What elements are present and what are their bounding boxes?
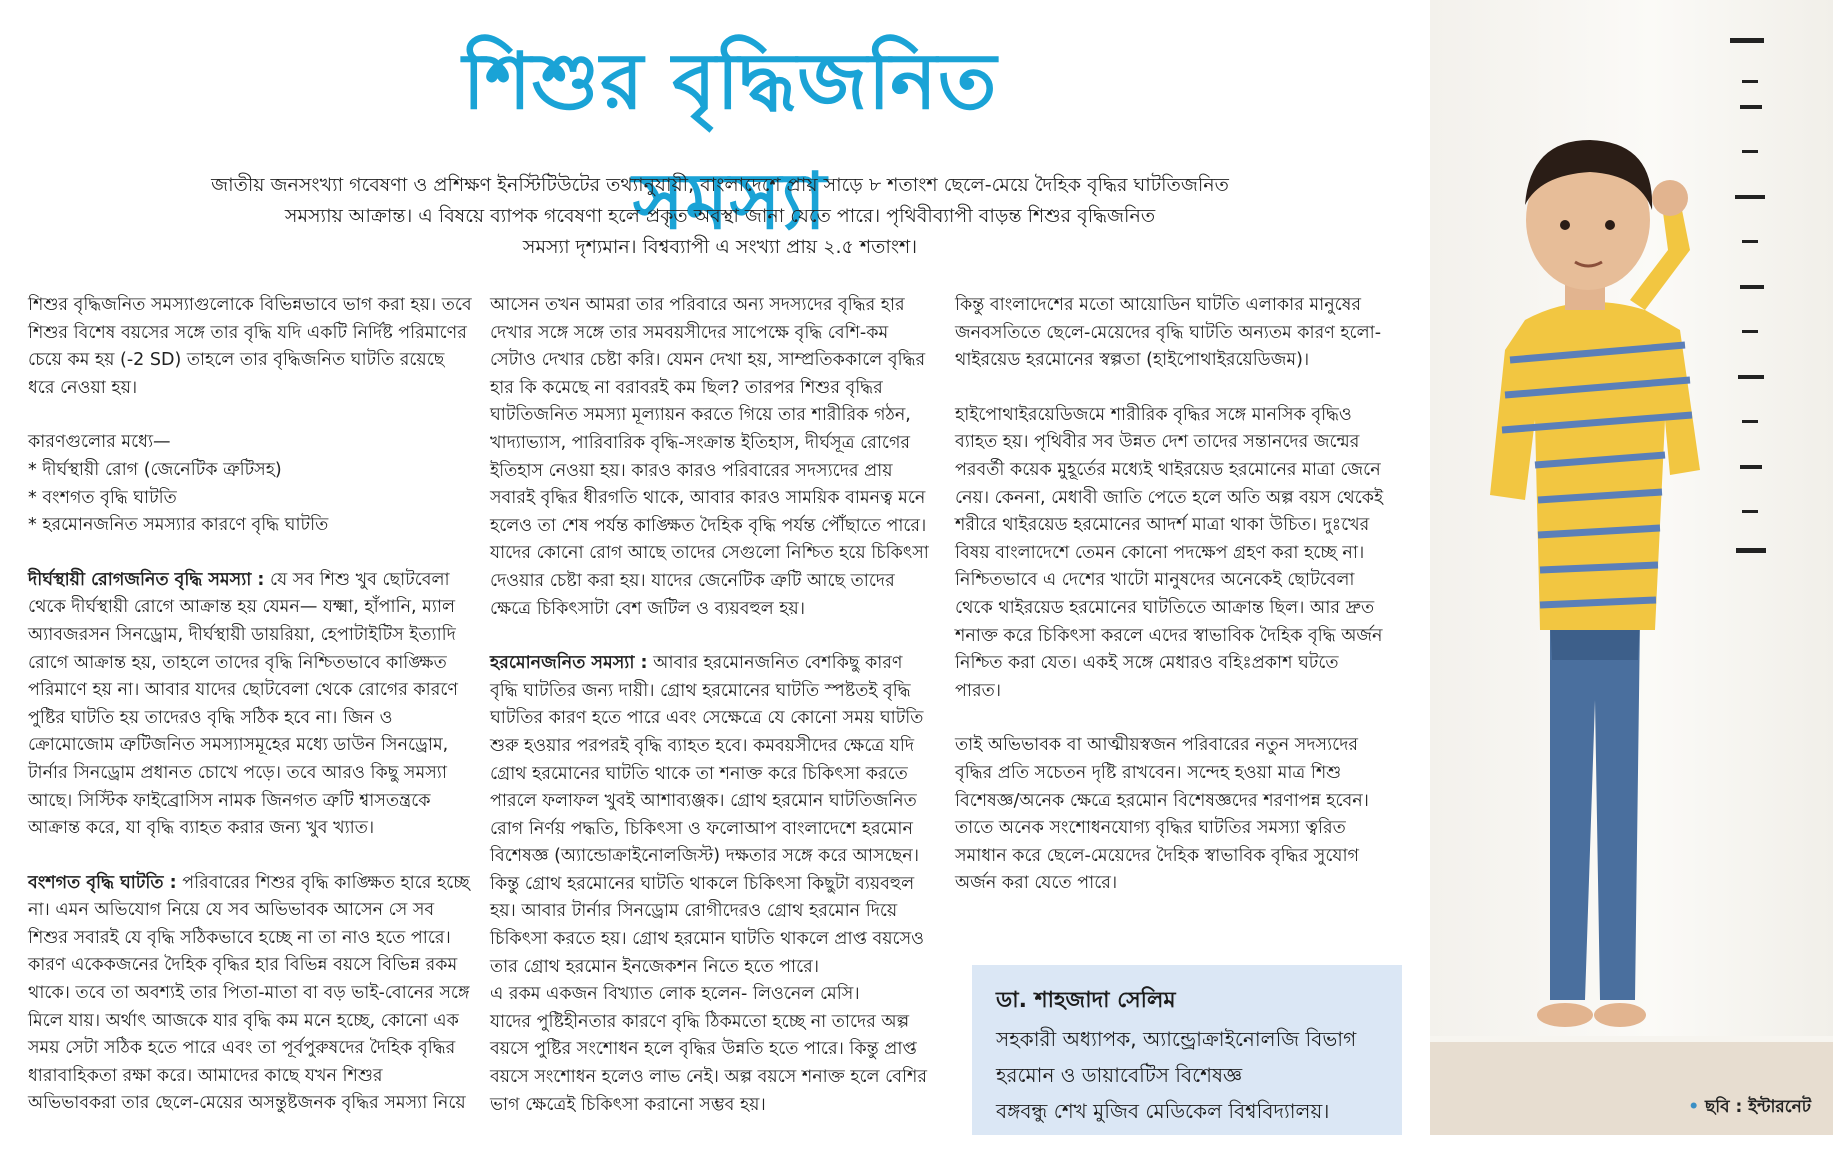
intro-lead — [160, 170, 1280, 263]
paragraph-chronic-disease — [28, 567, 473, 843]
child-height-photo — [1430, 0, 1833, 1135]
intro-line-1: জাতীয় জনসংখ্যা গবেষণা ও প্রশিক্ষণ ইনস্টিটিউটের তথ্যানুযায়ী, বাংলাদেশে প্রায় সাড়ে ৮ শতাংশ ছেলে-মেয়ে দৈহিক বৃদ্ধির ঘাটতিজনিত — [211, 174, 1229, 196]
author-institution: বঙ্গবন্ধু শেখ মুজিব মেডিকেল বিশ্ববিদ্যালয়। — [996, 1099, 1330, 1123]
subheading-hereditary: বংশগত বৃদ্ধি ঘাটতি : — [28, 872, 177, 893]
paragraph-classification: শিশুর বৃদ্ধিজনিত সমস্যাগুলোকে বিভিন্নভাবে ভাগ করা হয়। তবে শিশুর বিশেষ বয়সের সঙ্গে তার বৃদ্ধি যদি একটি নির্দিষ্ট পরিমাণের চেয়ে কম হয় (-2 SD) তাহলে তার বৃদ্ধিজনিত ঘাটতি রয়েছে ধরে নেওয়া হয়। — [28, 295, 472, 398]
author-name: ডা. শাহজাদা সেলিম — [996, 988, 1176, 1013]
intro-line-3: সমস্যা দৃশ্যমান। বিশ্বব্যাপী এ সংখ্যা প্রায় ২.৫ শতাংশ। — [522, 236, 918, 258]
text-hormonal: আবার হরমোনজনিত বেশকিছু কারণ বৃদ্ধি ঘাটতির জন্য দায়ী। গ্রোথ হরমোনের ঘাটতি স্পষ্টতই বৃদ্ধি ঘাটতির কারণ হতে পারে এবং সেক্ষেত্রে যে কোনো সময় ঘাটতি শুরু হওয়ার পরপরই বৃদ্ধি ব্যাহত হবে। কমবয়সীদের ক্ষেত্রে যদি গ্রোথ হরমোনের ঘাটতি থাকে তা শনাক্ত করে চিকিৎসা করতে পারলে ফলাফল খুবই আশাব্যঞ্জক। গ্রোথ হরমোন ঘাটতিজনিত রোগ নির্ণয় পদ্ধতি, চিকিৎসা ও ফলোআপ বাংলাদেশে হরমোন বিশেষজ্ঞ (অ্যান্ডোক্রাইনোলজিস্ট) দক্ষতার সঙ্গে করে আসছেন। কিন্তু গ্রোথ হরমোনের ঘাটতি থাকলে চিকিৎসা কিছুটা ব্যয়বহুল হয়। আবার টার্নার সিনড্রোম রোগীদেরও গ্রোথ হরমোন দিয়ে চিকিৎসা করতে হয়। গ্রোথ হরমোন ঘাটতি থাকলে প্রাপ্ত বয়সেও তার গ্রোথ হরমোন ইনজেকশন নিতে হতে পারে। — [490, 653, 925, 977]
author-specialty: হরমোন ও ডায়াবেটিস বিশেষজ্ঞ — [996, 1063, 1243, 1087]
paragraph-hypothyroid: হাইপোথাইরয়েডিজমে শারীরিক বৃদ্ধির সঙ্গে মানসিক বৃদ্ধিও ব্যাহত হয়। পৃথিবীর সব উন্নত দেশ তাদের সন্তানদের জন্মের পরবর্তী কয়েক মুহূর্তের মধ্যেই থাইরয়েড হরমোনের মাত্রা জেনে নেয়। কেননা, মেধাবী জাতি পেতে হলে অতি অল্প বয়স থেকেই শরীরে থাইরয়েড হরমোনের আদর্শ মাত্রা থাকা উচিত। দুঃখের বিষয় বাংলাদেশে তেমন কোনো পদক্ষেপ গ্রহণ করা হচ্ছে না। নিশ্চিতভাবে এ দেশের খাটো মানুষদের অনেকেই ছোটবেলা থেকে থাইরয়েড হরমোনের ঘাটতিতে আক্রান্ত ছিল। আর দ্রুত শনাক্ত করে চিকিৎসা করলে এদের স্বাভাবিক দৈহিক বৃদ্ধি অর্জন নিশ্চিত করা যেত। একই সঙ্গে মেধারও বহিঃপ্রকাশ ঘটতে পারত। — [955, 404, 1384, 701]
bullet-dot-icon: • — [1688, 1097, 1700, 1117]
headline: শিশুর বৃদ্ধিজনিত সমস্যা — [462, 37, 998, 247]
subheading-chronic-disease: দীর্ঘস্থায়ী রোগজনিত বৃদ্ধি সমস্যা : — [28, 569, 265, 590]
causes-intro: কারণগুলোর মধ্যে— — [28, 432, 171, 453]
paragraph-nutrition: যাদের পুষ্টিহীনতার কারণে বৃদ্ধি ঠিকমতো হচ্ছে না তাদের অল্প বয়সে পুষ্টির সংশোধন হলে বৃদ্ধির উন্নতি হতে পারে। কিন্তু প্রাপ্ত বয়সে সংশোধন হলেও লাভ নেই। অল্প বয়সে শনাক্ত হলে বেশির ভাগ ক্ষেত্রেই চিকিৎসা করানো সম্ভব হয়। — [490, 1011, 927, 1115]
paragraph-messi: এ রকম একজন বিখ্যাত লোক হলেন- লিওনেল মেসি। — [490, 984, 860, 1005]
paragraph-evaluation: আসেন তখন আমরা তার পরিবারে অন্য সদস্যদের বৃদ্ধির হার দেখার সঙ্গে সঙ্গে তার সমবয়সীদের সাপেক্ষে বৃদ্ধি বেশি-কম সেটাও দেখার চেষ্টা করি। যেমন দেখা হয়, সাম্প্রতিককালে বৃদ্ধির হার কি কমেছে না বরাবরই কম ছিল? তারপর শিশুর বৃদ্ধির ঘাটতিজনিত সমস্যা মূল্যায়ন করতে গিয়ে তার শারীরিক গঠন, খাদ্যাভ্যাস, পারিবারিক বৃদ্ধি-সংক্রান্ত ইতিহাস, দীর্ঘসূত্র রোগের ইতিহাস নেওয়া হয়। কারও কারও পরিবারের সদস্যদের প্রায় সবারই বৃদ্ধির ধীরগতি থাকে, আবার কারও সাময়িক বামনত্ব মনে হলেও তা শেষ পর্যন্ত কাঙ্ক্ষিত দৈহিক বৃদ্ধি পর্যন্ত পৌঁছাতে পারে। যাদের কোনো রোগ আছে তাদের সেগুলো নিশ্চিত হয়ে চিকিৎসা দেওয়ার চেষ্টা করা হয়। যাদের জেনেটিক ত্রুটি আছে তাদের ক্ষেত্রে চিকিৎসাটা বেশ জটিল ও ব্যয়বহুল হয়। — [490, 295, 929, 619]
cause-item: * বংশগত বৃদ্ধি ঘাটতি — [28, 487, 177, 508]
cause-item: * দীর্ঘস্থায়ী রোগ (জেনেটিক ত্রুটিসহ) — [28, 459, 282, 480]
paragraph-hormonal — [490, 650, 935, 981]
text-hereditary: পরিবারের শিশুর বৃদ্ধি কাঙ্ক্ষিত হারে হচ্ছে না। এমন অভিযোগ নিয়ে যে সব অভিভাবক আসেন সে সব শিশুর সবারই যে বৃদ্ধি সঠিকভাবে হচ্ছে না তা নাও হতে পারে। কারণ একেকজনের দৈহিক বৃদ্ধির হার বিভিন্ন বয়সে বিভিন্ন রকম থাকে। তবে তা অবশ্যই তার পিতা-মাতা বা বড় ভাই-বোনের সঙ্গে মিলে যায়। অর্থাৎ আজকে যার বৃদ্ধি কম মনে হচ্ছে, কোনো এক সময় সেটা সঠিক হতে পারে এবং তা পূর্বপুরুষদের দৈহিক বৃদ্ধির ধারাবাহিকতা রক্ষা করে। আমাদের কাছে যখন শিশুর অভিভাবকরা তার ছেলে-মেয়ের অসন্তুষ্টজনক বৃদ্ধির সমস্যা নিয়ে — [28, 872, 470, 1114]
causes-list — [28, 429, 473, 539]
photo-credit — [1688, 1094, 1811, 1122]
text-chronic-disease: যে সব শিশু খুব ছোটবেলা থেকে দীর্ঘস্থায়ী রোগে আক্রান্ত হয় যেমন— যক্ষ্মা, হাঁপানি, ম্যাল অ্যাবজরসন সিনড্রোম, দীর্ঘস্থায়ী ডায়রিয়া, হেপাটাইটিস ইত্যাদি রোগে আক্রান্ত হয়, তাহলে তাদের বৃদ্ধি নিশ্চিতভাবে কাঙ্ক্ষিত পরিমাণে হয় না। আবার যাদের ছোটবেলা থেকে রোগের কারণে পুষ্টির ঘাটতি হয় তাদেরও বৃদ্ধি সঠিক হবে না। জিন ও ক্রোমোজোম ত্রুটিজনিত সমস্যাসমূহের মধ্যে ডাউন সিনড্রোম, টার্নার সিনড্রোম প্রধানত চোখে পড়ে। তবে আরও কিছু সমস্যা আছে। সিস্টিক ফাইব্রোসিস নামক জিনগত ত্রুটি শ্বাসতন্ত্রকে আক্রান্ত করে, যা বৃদ্ধি ব্যাহত করার জন্য খুব খ্যাত। — [28, 569, 458, 839]
author-title: সহকারী অধ্যাপক, অ্যান্ড্রোক্রাইনোলজি বিভাগ — [996, 1027, 1357, 1051]
cause-item: * হরমোনজনিত সমস্যার কারণে বৃদ্ধি ঘাটতি — [28, 515, 329, 536]
article-column-2 — [490, 292, 935, 1119]
paragraph-advice: তাই অভিভাবক বা আত্মীয়স্বজন পরিবারের নতুন সদস্যদের বৃদ্ধির প্রতি সচেতন দৃষ্টি রাখবেন। সন্দেহ হওয়া মাত্র শিশু বিশেষজ্ঞ/অনেক ক্ষেত্রে হরমোন বিশেষজ্ঞদের শরণাপন্ন হবেন। তাতে অনেক সংশোধনযোগ্য বৃদ্ধির ঘাটতির সমস্যা ত্বরিত সমাধান করে ছেলে-মেয়েদের দৈহিক স্বাভাবিক বৃদ্ধির সুযোগ অর্জন করা যেতে পারে। — [955, 735, 1369, 894]
photo-credit-text: ছবি : ইন্টারনেট — [1704, 1097, 1811, 1117]
child-illustration — [1430, 0, 1833, 1135]
author-box — [972, 965, 1402, 1135]
article-column-1 — [28, 292, 473, 1118]
intro-line-2: সমস্যায় আক্রান্ত। এ বিষয়ে ব্যাপক গবেষণা হলে প্রকৃত অবস্থা জানা যেতে পারে। পৃথিবীব্যাপী বাড়ন্ত শিশুর বৃদ্ধিজনিত — [284, 205, 1156, 227]
paragraph-iodine: কিন্তু বাংলাদেশের মতো আয়োডিন ঘাটতি এলাকার মানুষের জনবসতিতে ছেলে-মেয়েদের বৃদ্ধি ঘাটতি অন্যতম কারণ হলো- থাইরয়েড হরমোনের স্বল্পতা (হাইপোথাইরয়েডিজম)। — [955, 295, 1382, 371]
subheading-hormonal: হরমোনজনিত সমস্যা : — [490, 653, 648, 674]
article-column-3 — [955, 292, 1385, 898]
paragraph-hereditary — [28, 870, 473, 1118]
